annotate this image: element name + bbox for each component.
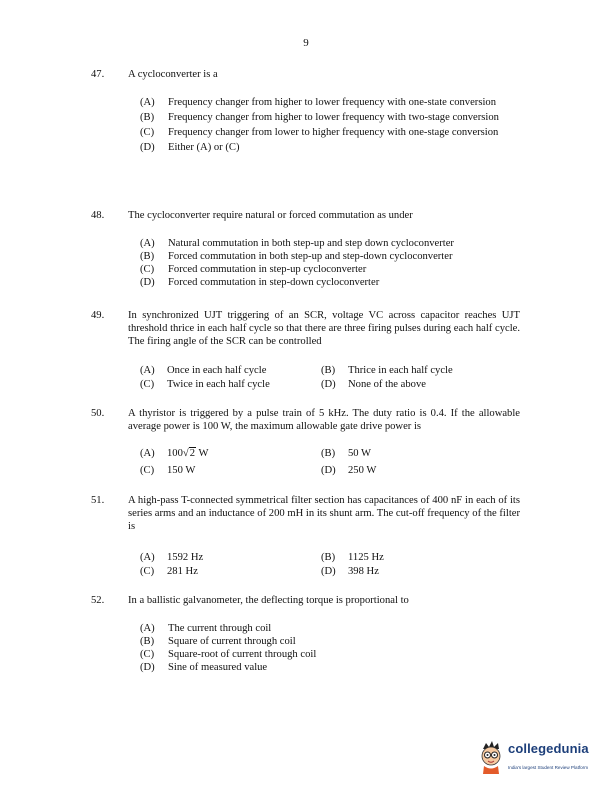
question-text: In a ballistic galvanometer, the deflecting torque is proportional to: [128, 595, 409, 606]
option-label: (A): [140, 238, 155, 249]
option-label: (D): [321, 465, 336, 476]
radicand: 2: [189, 448, 196, 459]
option-d: [321, 464, 521, 477]
options-row: [140, 447, 520, 464]
option-d: [140, 661, 520, 674]
option-c: [140, 263, 520, 276]
option-text: Twice in each half cycle: [167, 379, 270, 390]
option-label: (C): [140, 127, 155, 138]
option-label: (B): [321, 552, 336, 563]
option-label: (B): [321, 448, 336, 459]
option-b: [140, 111, 520, 124]
option-a: [140, 622, 520, 635]
option-label: (C): [140, 649, 155, 660]
option-text: 1592 Hz: [167, 552, 204, 563]
option-text: Square of current through coil: [168, 636, 296, 647]
option-text: Forced commutation in step-down cycloconverter: [168, 277, 380, 288]
question-text: In synchronized UJT triggering of an SCR, voltage VC across capacitor reaches UJT threshold thrice in each half cycle so that there are three firing pulses during each half cycle. The firing angle of the SCR can be controlled: [128, 310, 520, 347]
option-label: (B): [140, 112, 155, 123]
option-a: [140, 364, 320, 377]
option-label: (C): [140, 264, 155, 275]
option-b: [140, 635, 520, 648]
options-row: [140, 378, 520, 392]
option-text: Either (A) or (C): [168, 142, 240, 153]
option-c: [140, 378, 320, 391]
options-row: [140, 464, 520, 481]
option-label: (B): [321, 365, 336, 376]
option-text-prefix: 100: [167, 448, 183, 459]
question-number: 52.: [91, 595, 105, 606]
option-label: (D): [140, 662, 155, 673]
option-label: (D): [140, 277, 155, 288]
option-b: [321, 447, 521, 460]
option-text: Once in each half cycle: [167, 365, 267, 376]
option-label: (C): [140, 566, 155, 577]
mascot-icon: [478, 740, 506, 776]
option-text: 50 W: [348, 448, 372, 459]
option-text: Frequency changer from lower to higher frequency with one-stage conversion: [168, 127, 499, 138]
option-label: (A): [140, 97, 155, 108]
options-row: [140, 551, 520, 565]
option-text: 281 Hz: [167, 566, 198, 577]
option-text: 1125 Hz: [348, 552, 384, 563]
option-text: The current through coil: [168, 623, 272, 634]
question-text: The cycloconverter require natural or forced commutation as under: [128, 210, 413, 221]
option-d: [140, 276, 520, 289]
question-text: A thyristor is triggered by a pulse train of 5 kHz. The duty ratio is 0.4. If the allowable average power is 100 W, the maximum allowable gate drive power is: [128, 408, 520, 432]
option-text: Square-root of current through coil: [168, 649, 317, 660]
option-label: (B): [140, 251, 155, 262]
option-d: [321, 565, 521, 578]
option-c: [140, 126, 520, 139]
sqrt-symbol: √2: [182, 448, 196, 459]
option-text: Forced commutation in step-up cycloconverter: [168, 264, 367, 275]
option-label: (A): [140, 448, 155, 459]
option-a: [140, 237, 520, 250]
option-label: (D): [321, 566, 336, 577]
option-b: [321, 551, 521, 564]
option-label: (D): [140, 142, 155, 153]
option-d: [321, 378, 521, 391]
option-c: [140, 565, 320, 578]
option-b: [140, 250, 520, 263]
option-label: (C): [140, 379, 155, 390]
question-number: 49.: [91, 310, 105, 321]
question-number: 50.: [91, 408, 105, 419]
option-label: (B): [140, 636, 155, 647]
brand-name: collegedunia: [508, 741, 589, 756]
option-text: 150 W: [167, 465, 196, 476]
option-text-suffix: W: [196, 448, 209, 459]
option-label: (A): [140, 552, 155, 563]
option-text: Natural commutation in both step-up and step down cycloconverter: [168, 238, 454, 249]
option-text: Frequency changer from higher to lower frequency with one-state conversion: [168, 97, 496, 108]
option-text: Frequency changer from higher to lower frequency with two-stage conversion: [168, 112, 499, 123]
question-number: 48.: [91, 210, 105, 221]
option-a: [140, 96, 520, 109]
option-label: (D): [321, 379, 336, 390]
option-d: [140, 141, 520, 154]
option-label: (A): [140, 623, 155, 634]
option-text: 398 Hz: [348, 566, 379, 577]
option-text: Forced commutation in both step-up and step-down cycloconverter: [168, 251, 453, 262]
option-b: [321, 364, 521, 377]
question-number: 47.: [91, 69, 105, 80]
options-row: [140, 565, 520, 579]
option-c: [140, 648, 520, 661]
question-text: A cycloconverter is a: [128, 69, 218, 80]
option-a: [140, 447, 320, 460]
question-number: 51.: [91, 495, 105, 506]
option-text: Sine of measured value: [168, 662, 268, 673]
option-label: (C): [140, 465, 155, 476]
option-text: Thrice in each half cycle: [348, 365, 453, 376]
option-text: None of the above: [348, 379, 426, 390]
collegedunia-logo[interactable]: [478, 740, 608, 780]
options-row: [140, 364, 520, 378]
brand-tagline: India's largest Student Review Platform: [508, 765, 589, 770]
question-text: A high-pass T-connected symmetrical filter section has capacitances of 400 nF in each of its series arms and an inductance of 200 mH in its shunt arm. The cut-off frequency of the filter is: [128, 495, 520, 532]
option-text: 250 W: [348, 465, 377, 476]
option-a: [140, 551, 320, 564]
page-number: 9: [303, 37, 309, 49]
option-label: (A): [140, 365, 155, 376]
option-c: [140, 464, 320, 477]
